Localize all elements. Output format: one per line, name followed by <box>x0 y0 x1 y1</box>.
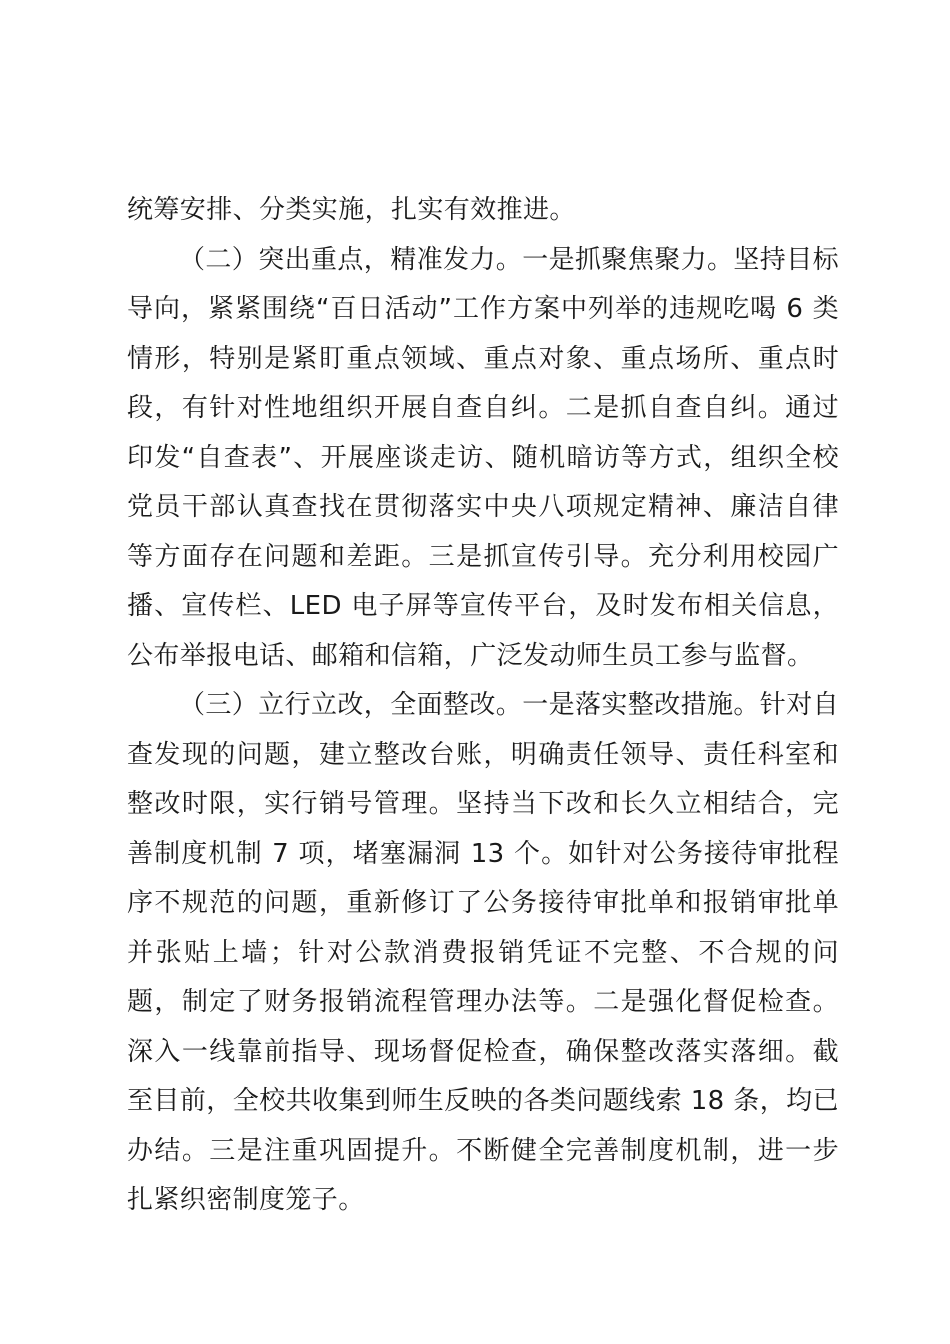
paragraph-section-three: （三）立行立改，全面整改。一是落实整改措施。针对自查发现的问题，建立整改台账，明确责任领导、责任科室和整改时限，实行销号管理。坚持当下改和长久立相结合，完善制度机制 7 项，堵塞漏洞 13 个。如针对公务接待审批程序不规范的问题，重新修订了公务接待审批单和报销审批单并张贴上墙；针对公款消费报销凭证不完整、不合规的问题，制定了财务报销流程管理办法等。二是强化督促检查。深入一线靠前指导、现场督促检查，确保整改落实落细。截至目前，全校共收集到师生反映的各类问题线索 18 条，均已办结。三是注重巩固提升。不断健全完善制度机制，进一步扎紧织密制度笼子。 <box>127 690 840 1215</box>
document-body <box>127 186 839 1226</box>
paragraph-continuation: 统筹安排、分类实施，扎实有效推进。 <box>127 195 576 225</box>
paragraph-section-two: （二）突出重点，精准发力。一是抓聚焦聚力。坚持目标导向，紧紧围绕“百日活动”工作方案中列举的违规吃喝 6 类情形，特别是紧盯重点领域、重点对象、重点场所、重点时段，有针对性地组织开展自查自纠。二是抓自查自纠。通过印发“自查表”、开展座谈走访、随机暗访等方式，组织全校党员干部认真查找在贯彻落实中央八项规定精神、廉洁自律等方面存在问题和差距。三是抓宣传引导。充分利用校园广播、宣传栏、LED 电子屏等宣传平台，及时发布相关信息，公布举报电话、邮箱和信箱，广泛发动师生员工参与监督。 <box>127 244 840 671</box>
